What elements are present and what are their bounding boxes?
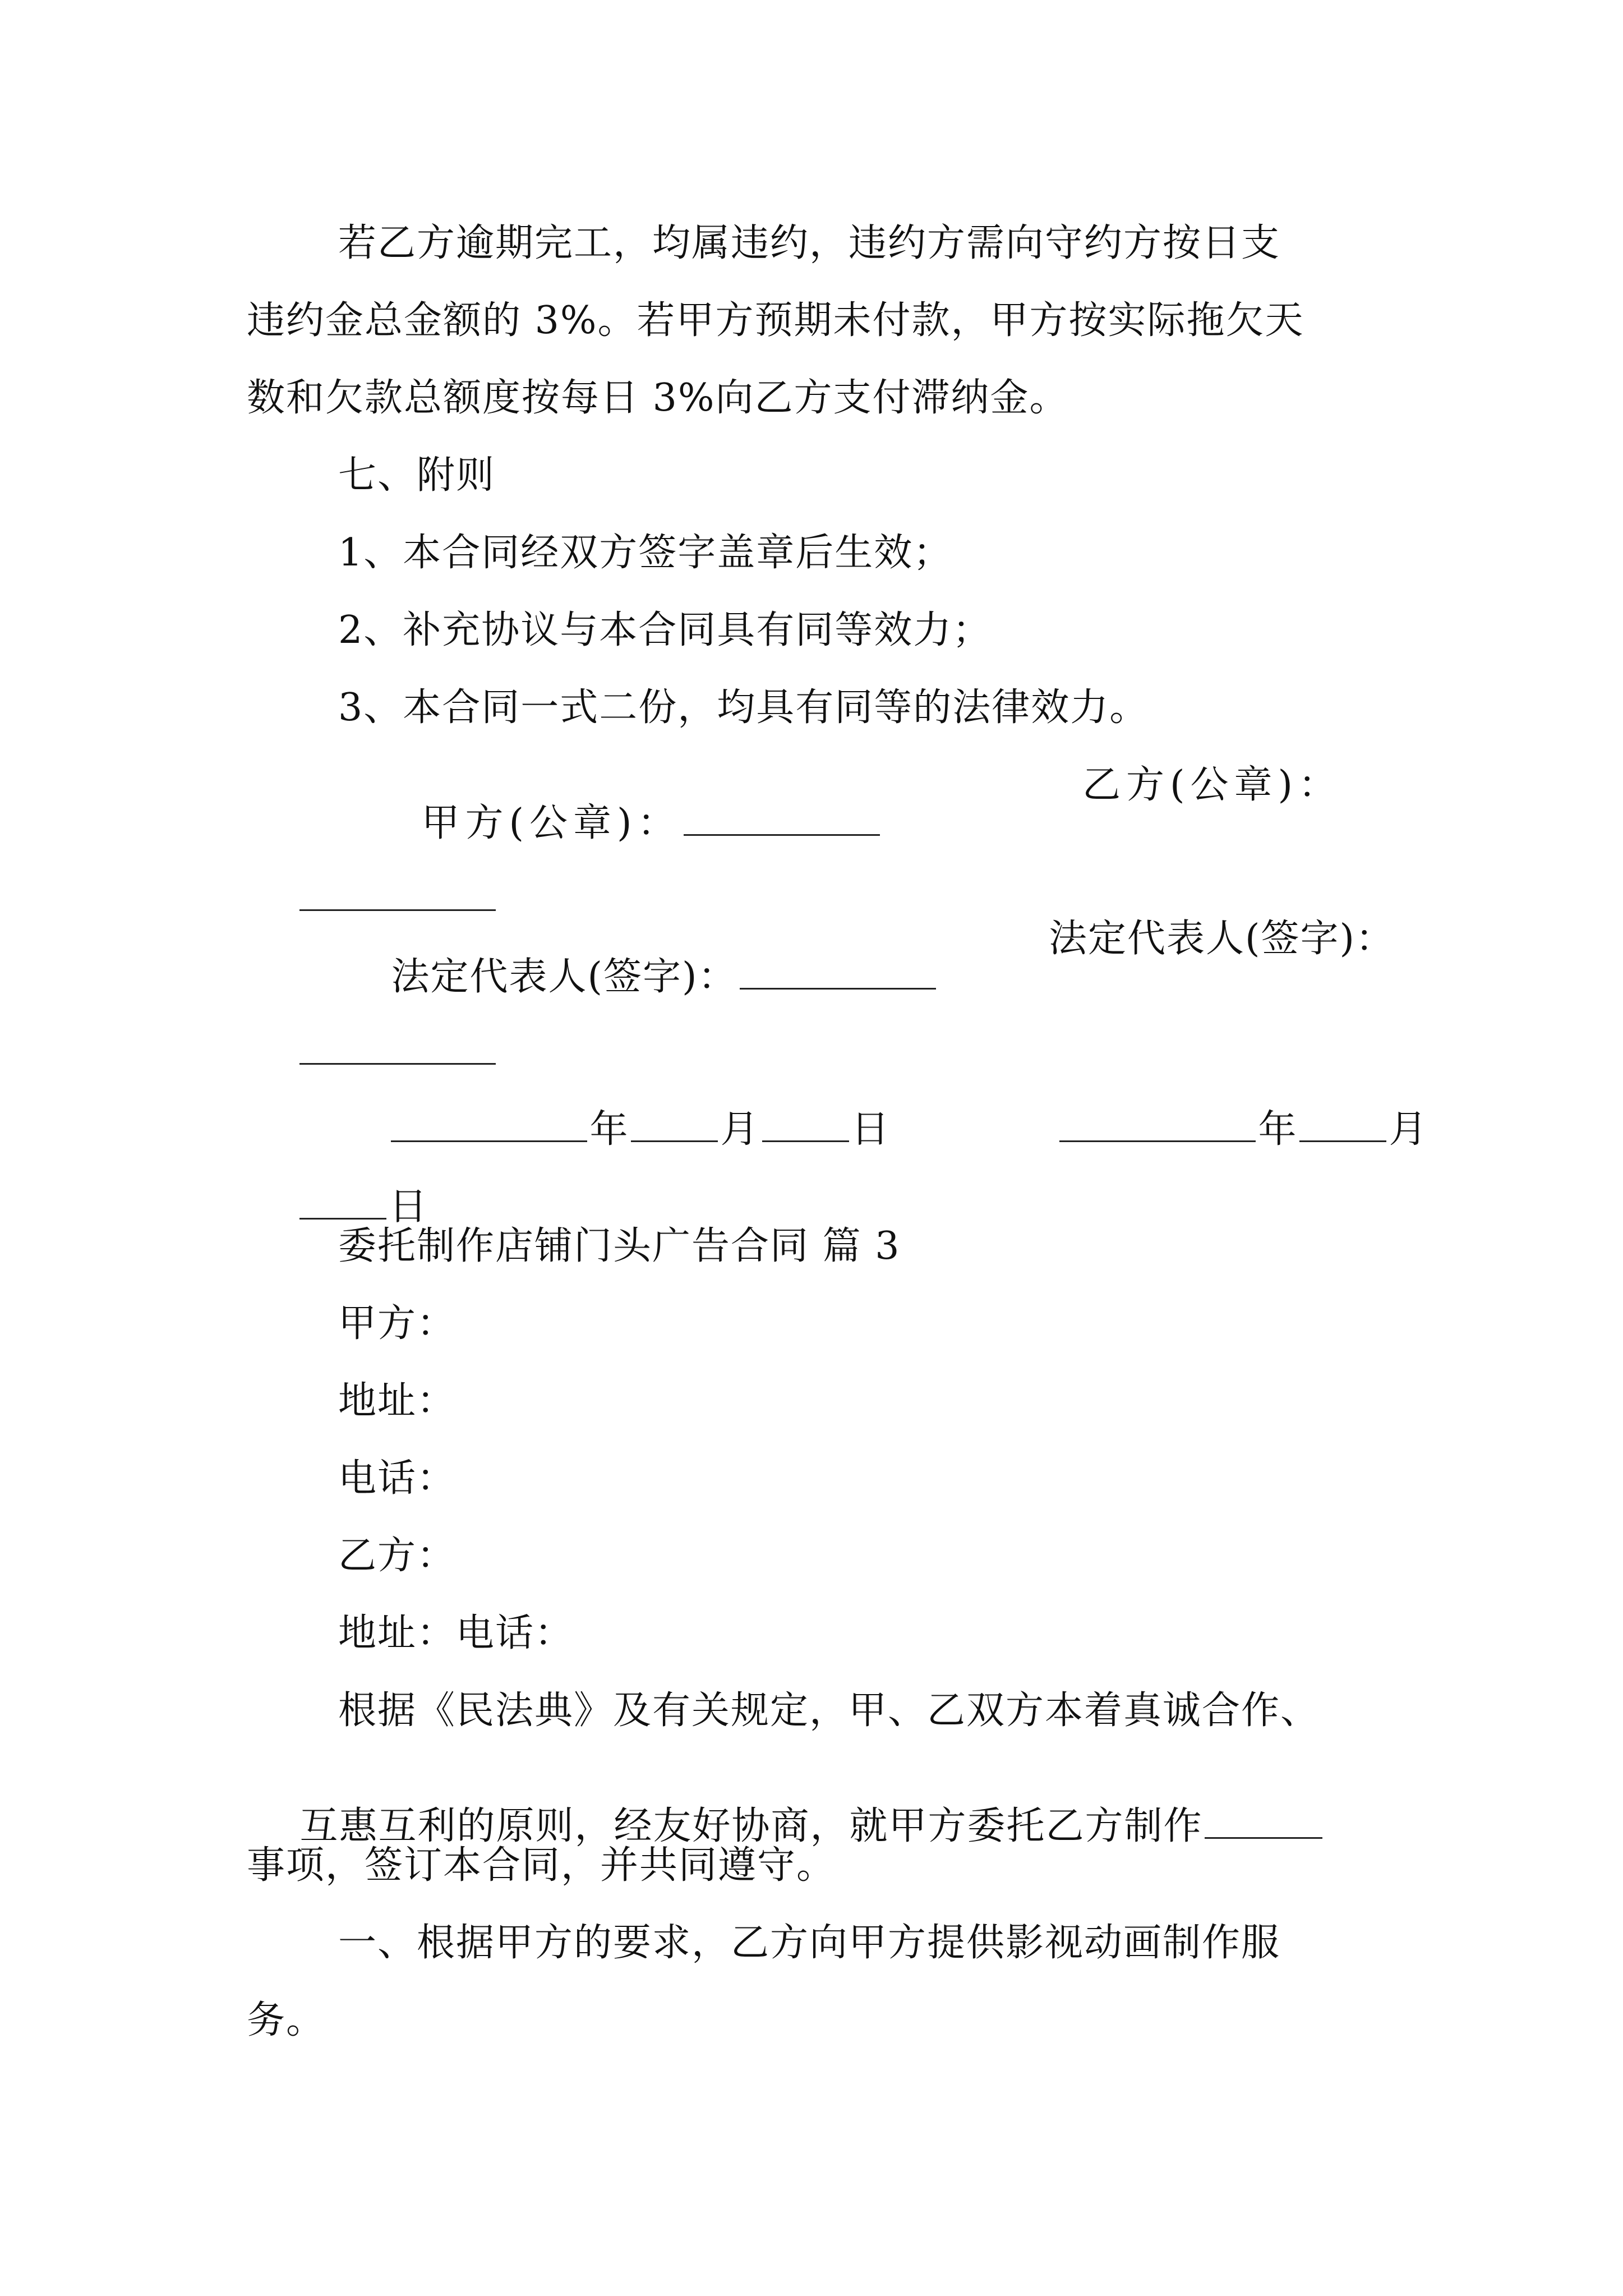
contract-3-party-b: 乙方： bbox=[338, 1534, 457, 1578]
date-a-day-blank bbox=[762, 1135, 849, 1142]
date-b-month-blank bbox=[1299, 1135, 1386, 1142]
date-b-year-label: 年 bbox=[1258, 1107, 1298, 1152]
legal-rep-b-blank bbox=[299, 1057, 496, 1065]
date-a-year-blank bbox=[391, 1135, 587, 1142]
section-7-item-1: 1、本合同经双方签字盖章后生效； bbox=[338, 531, 953, 575]
date-b-month-label: 月 bbox=[1389, 1107, 1428, 1152]
contract-3-address-phone: 地址：电话： bbox=[338, 1611, 574, 1655]
section-7-item-2: 2、补充协议与本合同具有同等效力； bbox=[338, 608, 992, 652]
legal-rep-a-blank bbox=[740, 982, 936, 990]
preamble-blank bbox=[1205, 1832, 1322, 1839]
date-b-day-label: 日 bbox=[389, 1185, 428, 1229]
preamble-line-1: 根据《民法典》及有关规定，甲、乙双方本着真诚合作、 bbox=[338, 1688, 1320, 1733]
preamble-line-3: 事项，签订本合同，并共同遵守。 bbox=[247, 1843, 836, 1888]
date-a-day-label: 日 bbox=[851, 1107, 891, 1152]
date-a-year-label: 年 bbox=[589, 1107, 629, 1152]
breach-line-1: 若乙方逾期完工，均属违约，违约方需向守约方按日支 bbox=[338, 221, 1281, 265]
contract-3-phone: 电话： bbox=[338, 1456, 457, 1501]
clause-1-line-1: 一、根据甲方的要求，乙方向甲方提供影视动画制作服 bbox=[338, 1921, 1281, 1965]
date-b-day-blank bbox=[299, 1212, 386, 1220]
contract-3-party-a: 甲方： bbox=[338, 1301, 457, 1346]
legal-rep-a-label: 法定代表人(签字)： bbox=[391, 955, 737, 999]
breach-line-3: 数和欠款总额度按每日 3%向乙方支付滞纳金。 bbox=[247, 376, 1069, 420]
contract-3-title: 委托制作店铺门头广告合同 篇 3 bbox=[338, 1224, 901, 1268]
breach-line-2: 违约金总金额的 3%。若甲方预期未付款，甲方按实际拖欠天 bbox=[247, 298, 1304, 343]
party-b-seal-blank bbox=[299, 904, 496, 911]
legal-rep-b-label: 法定代表人(签字)： bbox=[1049, 917, 1395, 961]
party-a-seal-blank bbox=[684, 829, 880, 836]
date-row-b bbox=[1007, 1073, 1428, 1187]
date-a-month-label: 月 bbox=[720, 1107, 760, 1152]
section-7-item-3: 3、本合同一式二份，均具有同等的法律效力。 bbox=[338, 685, 1149, 730]
clause-1-line-2: 务。 bbox=[247, 1998, 326, 2042]
date-b-year-blank bbox=[1059, 1135, 1256, 1142]
preamble-line-2: 互惠互利的原则，经友好协商，就甲方委托乙方制作 bbox=[299, 1804, 1203, 1848]
party-a-seal-label: 甲方(公章)： bbox=[421, 801, 681, 845]
date-a-month-blank bbox=[631, 1135, 718, 1142]
contract-3-address: 地址： bbox=[338, 1379, 457, 1423]
party-b-seal-label: 乙方(公章)： bbox=[1082, 763, 1343, 807]
section-7-heading: 七、附则 bbox=[338, 453, 496, 498]
